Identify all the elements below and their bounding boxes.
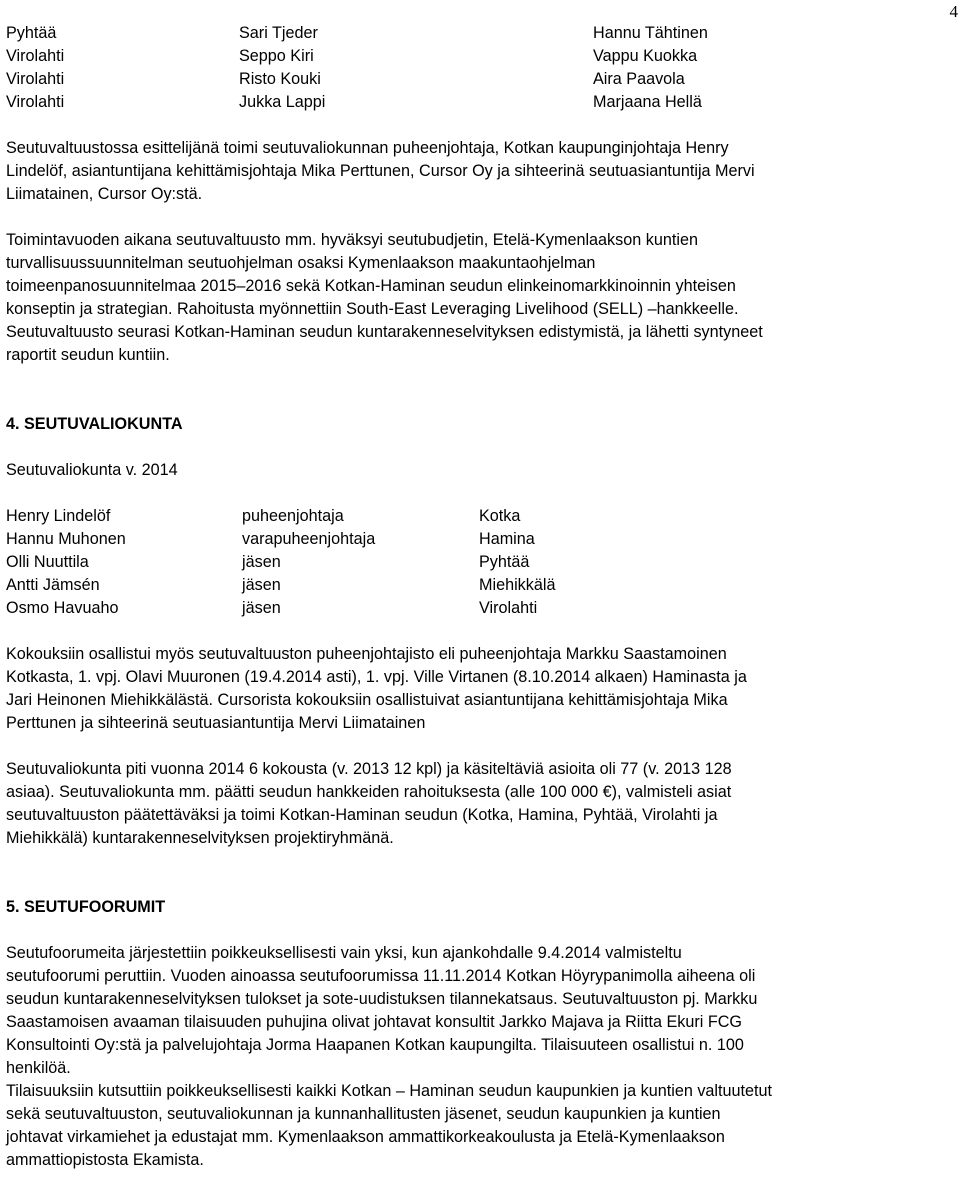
paragraph-line: Tilaisuuksiin kutsuttiin poikkeuksellisesti kaikki Kotkan – Haminan seudun kaupunkien ja kuntien valtuutetut <box>6 1082 773 1100</box>
section-subheading: Seutuvaliokunta v. 2014 <box>6 461 178 479</box>
paragraph-line: Lindelöf, asiantuntijana kehittämisjohtaja Mika Perttunen, Cursor Oy ja sihteerinä seutuasiantuntija Mervi <box>6 162 755 180</box>
municipality-cell: Virolahti <box>479 599 538 617</box>
municipality-cell: Virolahti <box>6 93 65 111</box>
paragraph-line: Seutufoorumeita järjestettiin poikkeuksellisesti vain yksi, kun ajankohdalle 9.4.2014 valmisteltu <box>6 944 682 962</box>
table-row <box>6 528 952 551</box>
paragraph-line: sekä seutuvaltuuston, seutuvaliokunnan ja kunnanhallitusten jäsenet, seudun kaupunkien ja kuntien <box>6 1105 721 1123</box>
page-number: 4 <box>949 2 958 21</box>
attendance-paragraph <box>6 643 952 735</box>
paragraph-line: henkilöä. <box>6 1059 71 1077</box>
name-cell: Osmo Havuaho <box>6 599 119 617</box>
table-row <box>6 551 952 574</box>
committee-members-table <box>6 505 952 620</box>
paragraph-line: Jari Heinonen Miehikkälästä. Cursorista kokouksiin osallistuivat asiantuntijana kehittämisjohtaja Mika <box>6 691 728 709</box>
paragraph-line: Konsultointi Oy:stä ja palvelujohtaja Jorma Haapanen Kotkan kaupungilta. Tilaisuuteen osallistui n. 100 <box>6 1036 744 1054</box>
table-row <box>6 574 952 597</box>
paragraph-line: toimeenpanosuunnitelmaa 2015–2016 sekä Kotkan-Haminan seudun elinkeinomarkkinoinnin yhteisen <box>6 277 736 295</box>
paragraph-line: seutuvaltuuston päätettäväksi ja toimi Kotkan-Haminan seudun (Kotka, Hamina, Pyhtää, Virolahti ja <box>6 806 718 824</box>
paragraph-line: Perttunen ja sihteerinä seutuasiantuntija Mervi Liimatainen <box>6 714 426 732</box>
paragraph-line: Saastamoisen avaaman tilaisuuden puhujina olivat johtavat konsultit Jarkko Majava ja Riitta Ekuri FCG <box>6 1013 743 1031</box>
presenters-paragraph <box>6 137 952 206</box>
paragraph-line: konseptin ja strategian. Rahoitusta myönnettiin South-East Leveraging Livelihood (SELL) –hankkeelle. <box>6 300 739 318</box>
municipality-cell: Pyhtää <box>6 24 57 42</box>
forum-paragraph <box>6 942 952 1172</box>
municipality-cell: Virolahti <box>6 47 65 65</box>
municipality-cell: Pyhtää <box>479 553 530 571</box>
role-cell: jäsen <box>242 599 281 617</box>
table-row <box>6 68 952 91</box>
paragraph-line: Kotkasta, 1. vpj. Olavi Muuronen (19.4.2014 asti), 1. vpj. Ville Virtanen (8.10.2014 alkaen) Haminasta ja <box>6 668 747 686</box>
table-row <box>6 91 952 114</box>
meetings-paragraph <box>6 758 952 850</box>
table-row <box>6 505 952 528</box>
role-cell: varapuheenjohtaja <box>242 530 376 548</box>
paragraph-line: seudun kuntarakenneselvityksen tulokset ja sote-uudistuksen tilannekatsaus. Seutuvaltuuston pj. Markku <box>6 990 758 1008</box>
deputy-cell: Marjaana Hellä <box>593 93 702 111</box>
role-cell: jäsen <box>242 553 281 571</box>
table-row <box>6 45 952 68</box>
role-cell: puheenjohtaja <box>242 507 344 525</box>
municipality-cell: Virolahti <box>6 70 65 88</box>
member-cell: Seppo Kiri <box>239 47 314 65</box>
paragraph-line: asiaa). Seutuvaliokunta mm. päätti seudun hankkeiden rahoituksesta (alle 100 000 €), valmisteli asiat <box>6 783 732 801</box>
deputy-cell: Vappu Kuokka <box>593 47 698 65</box>
deputy-cell: Hannu Tähtinen <box>593 24 708 42</box>
paragraph-line: Seutuvaltuusto seurasi Kotkan-Haminan seudun kuntarakenneselvityksen edistymistä, ja lähetti syntyneet <box>6 323 763 341</box>
paragraph-line: raportit seudun kuntiin. <box>6 346 170 364</box>
name-cell: Hannu Muhonen <box>6 530 126 548</box>
paragraph-line: Seutuvaltuustossa esittelijänä toimi seutuvaliokunnan puheenjohtaja, Kotkan kaupunginjohtaja Henry <box>6 139 729 157</box>
paragraph-line: Toimintavuoden aikana seutuvaltuusto mm. hyväksyi seutubudjetin, Etelä-Kymenlaakson kuntien <box>6 231 698 249</box>
paragraph-line: seutufoorumi peruttiin. Vuoden ainoassa seutufoorumissa 11.11.2014 Kotkan Höyrypanimolla aiheena oli <box>6 967 756 985</box>
paragraph-line: johtavat virkamiehet ja edustajat mm. Kymenlaakson ammattikorkeakoulusta ja Etelä-Kymenlaakson <box>6 1128 725 1146</box>
role-cell: jäsen <box>242 576 281 594</box>
name-cell: Olli Nuuttila <box>6 553 89 571</box>
name-cell: Henry Lindelöf <box>6 507 111 525</box>
document-body <box>6 22 952 1172</box>
representatives-table <box>6 22 952 114</box>
municipality-cell: Kotka <box>479 507 521 525</box>
section-heading: 5. SEUTUFOORUMIT <box>6 898 166 916</box>
table-row <box>6 22 952 45</box>
paragraph-line: Kokouksiin osallistui myös seutuvaltuuston puheenjohtajisto eli puheenjohtaja Markku Saastamoinen <box>6 645 727 663</box>
member-cell: Risto Kouki <box>239 70 321 88</box>
municipality-cell: Hamina <box>479 530 535 548</box>
paragraph-line: Seutuvaliokunta piti vuonna 2014 6 kokousta (v. 2013 12 kpl) ja käsiteltäviä asioita oli 77 (v. 2013 128 <box>6 760 732 778</box>
section-heading: 4. SEUTUVALIOKUNTA <box>6 415 183 433</box>
paragraph-line: Liimatainen, Cursor Oy:stä. <box>6 185 203 203</box>
paragraph-line: turvallisuussuunnitelman seutuohjelman osaksi Kymenlaakson maakuntaohjelman <box>6 254 596 272</box>
member-cell: Jukka Lappi <box>239 93 326 111</box>
activities-paragraph <box>6 229 952 367</box>
member-cell: Sari Tjeder <box>239 24 318 42</box>
paragraph-line: Miehikkälä) kuntarakenneselvityksen projektiryhmänä. <box>6 829 394 847</box>
table-row <box>6 597 952 620</box>
deputy-cell: Aira Paavola <box>593 70 685 88</box>
paragraph-line: ammattiopistosta Ekamista. <box>6 1151 204 1169</box>
municipality-cell: Miehikkälä <box>479 576 556 594</box>
name-cell: Antti Jämsén <box>6 576 100 594</box>
